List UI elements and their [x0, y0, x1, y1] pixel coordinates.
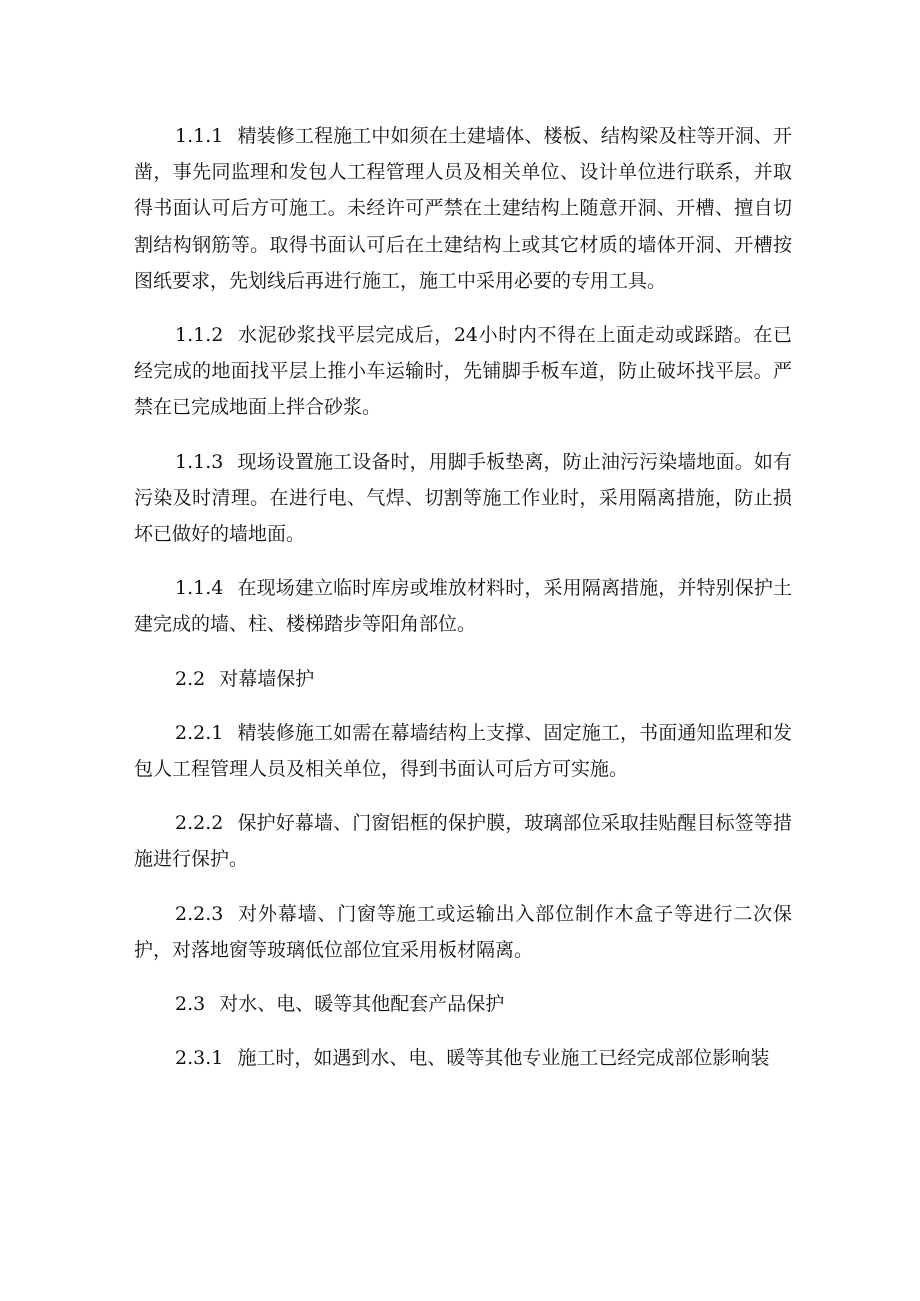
- paragraph-1-1-4: [134, 570, 792, 642]
- section-number: 2.2.2: [175, 812, 224, 835]
- section-number: 1.1.3: [175, 450, 224, 473]
- section-title: 对水、电、暖等其他配套产品保护: [219, 993, 505, 1016]
- section-number: 1.1.1: [175, 125, 224, 147]
- paragraph-2-2-1: [134, 715, 792, 787]
- paragraph-1-1-3: [134, 444, 792, 553]
- paragraph-text: 在现场建立临时库房或堆放材料时，采用隔离措施，并特别保护土建完成的墙、柱、楼梯踏步等阳角部位。: [134, 577, 792, 636]
- section-number: 2.3: [175, 993, 206, 1016]
- paragraph-text: 精装修工程施工中如须在土建墙体、楼板、结构梁及柱等开洞、开凿，事先同监理和发包人工程管理人员及相关单位、设计单位进行联系，并取得书面认可后方可施工。未经许可严禁在土建结构上随意开洞、开槽、擅自切割结构钢筋等。取得书面认可后在土建结构上或其它材质的墙体开洞、开槽按图纸要求，先划线后再进行施工，施工中采用必要的专用工具。: [134, 125, 792, 292]
- paragraph-1-1-2: [134, 317, 792, 426]
- document-body: [134, 118, 792, 1076]
- section-number: 2.3.1: [175, 1047, 224, 1070]
- paragraph-text: 施工时，如遇到水、电、暖等其他专业施工已经完成部位影响装: [237, 1047, 770, 1070]
- paragraph-text: 保护好幕墙、门窗铝框的保护膜，玻璃部位采取挂贴醒目标签等措施进行保护。: [134, 812, 792, 871]
- section-number: 2.2.1: [175, 721, 224, 744]
- section-title: 对幕墙保护: [219, 667, 315, 690]
- section-number: 2.2: [175, 667, 206, 690]
- paragraph-1-1-1: [134, 118, 792, 299]
- paragraph-2-2-2: [134, 805, 792, 877]
- paragraph-text: 水泥砂浆找平层完成后，24小时内不得在上面走动或踩踏。在已经完成的地面找平层上推小车运输时，先铺脚手板车道，防止破坏找平层。严禁在已完成地面上拌合砂浆。: [134, 324, 792, 419]
- section-heading-2-3: [134, 986, 792, 1022]
- paragraph-text: 现场设置施工设备时，用脚手板垫离，防止油污污染墙地面。如有污染及时清理。在进行电、气焊、切割等施工作业时，采用隔离措施，防止损坏已做好的墙地面。: [134, 450, 792, 546]
- paragraph-text: 精装修施工如需在幕墙结构上支撑、固定施工，书面通知监理和发包人工程管理人员及相关单位，得到书面认可后方可实施。: [134, 721, 792, 781]
- section-number: 1.1.2: [175, 324, 224, 347]
- paragraph-2-3-1: [134, 1040, 792, 1076]
- section-number: 2.2.3: [175, 902, 224, 925]
- section-heading-2-2: [134, 661, 792, 697]
- paragraph-text: 对外幕墙、门窗等施工或运输出入部位制作木盒子等进行二次保护，对落地窗等玻璃低位部位宜采用板材隔离。: [134, 902, 792, 961]
- paragraph-2-2-3: [134, 896, 792, 968]
- section-number: 1.1.4: [175, 577, 224, 600]
